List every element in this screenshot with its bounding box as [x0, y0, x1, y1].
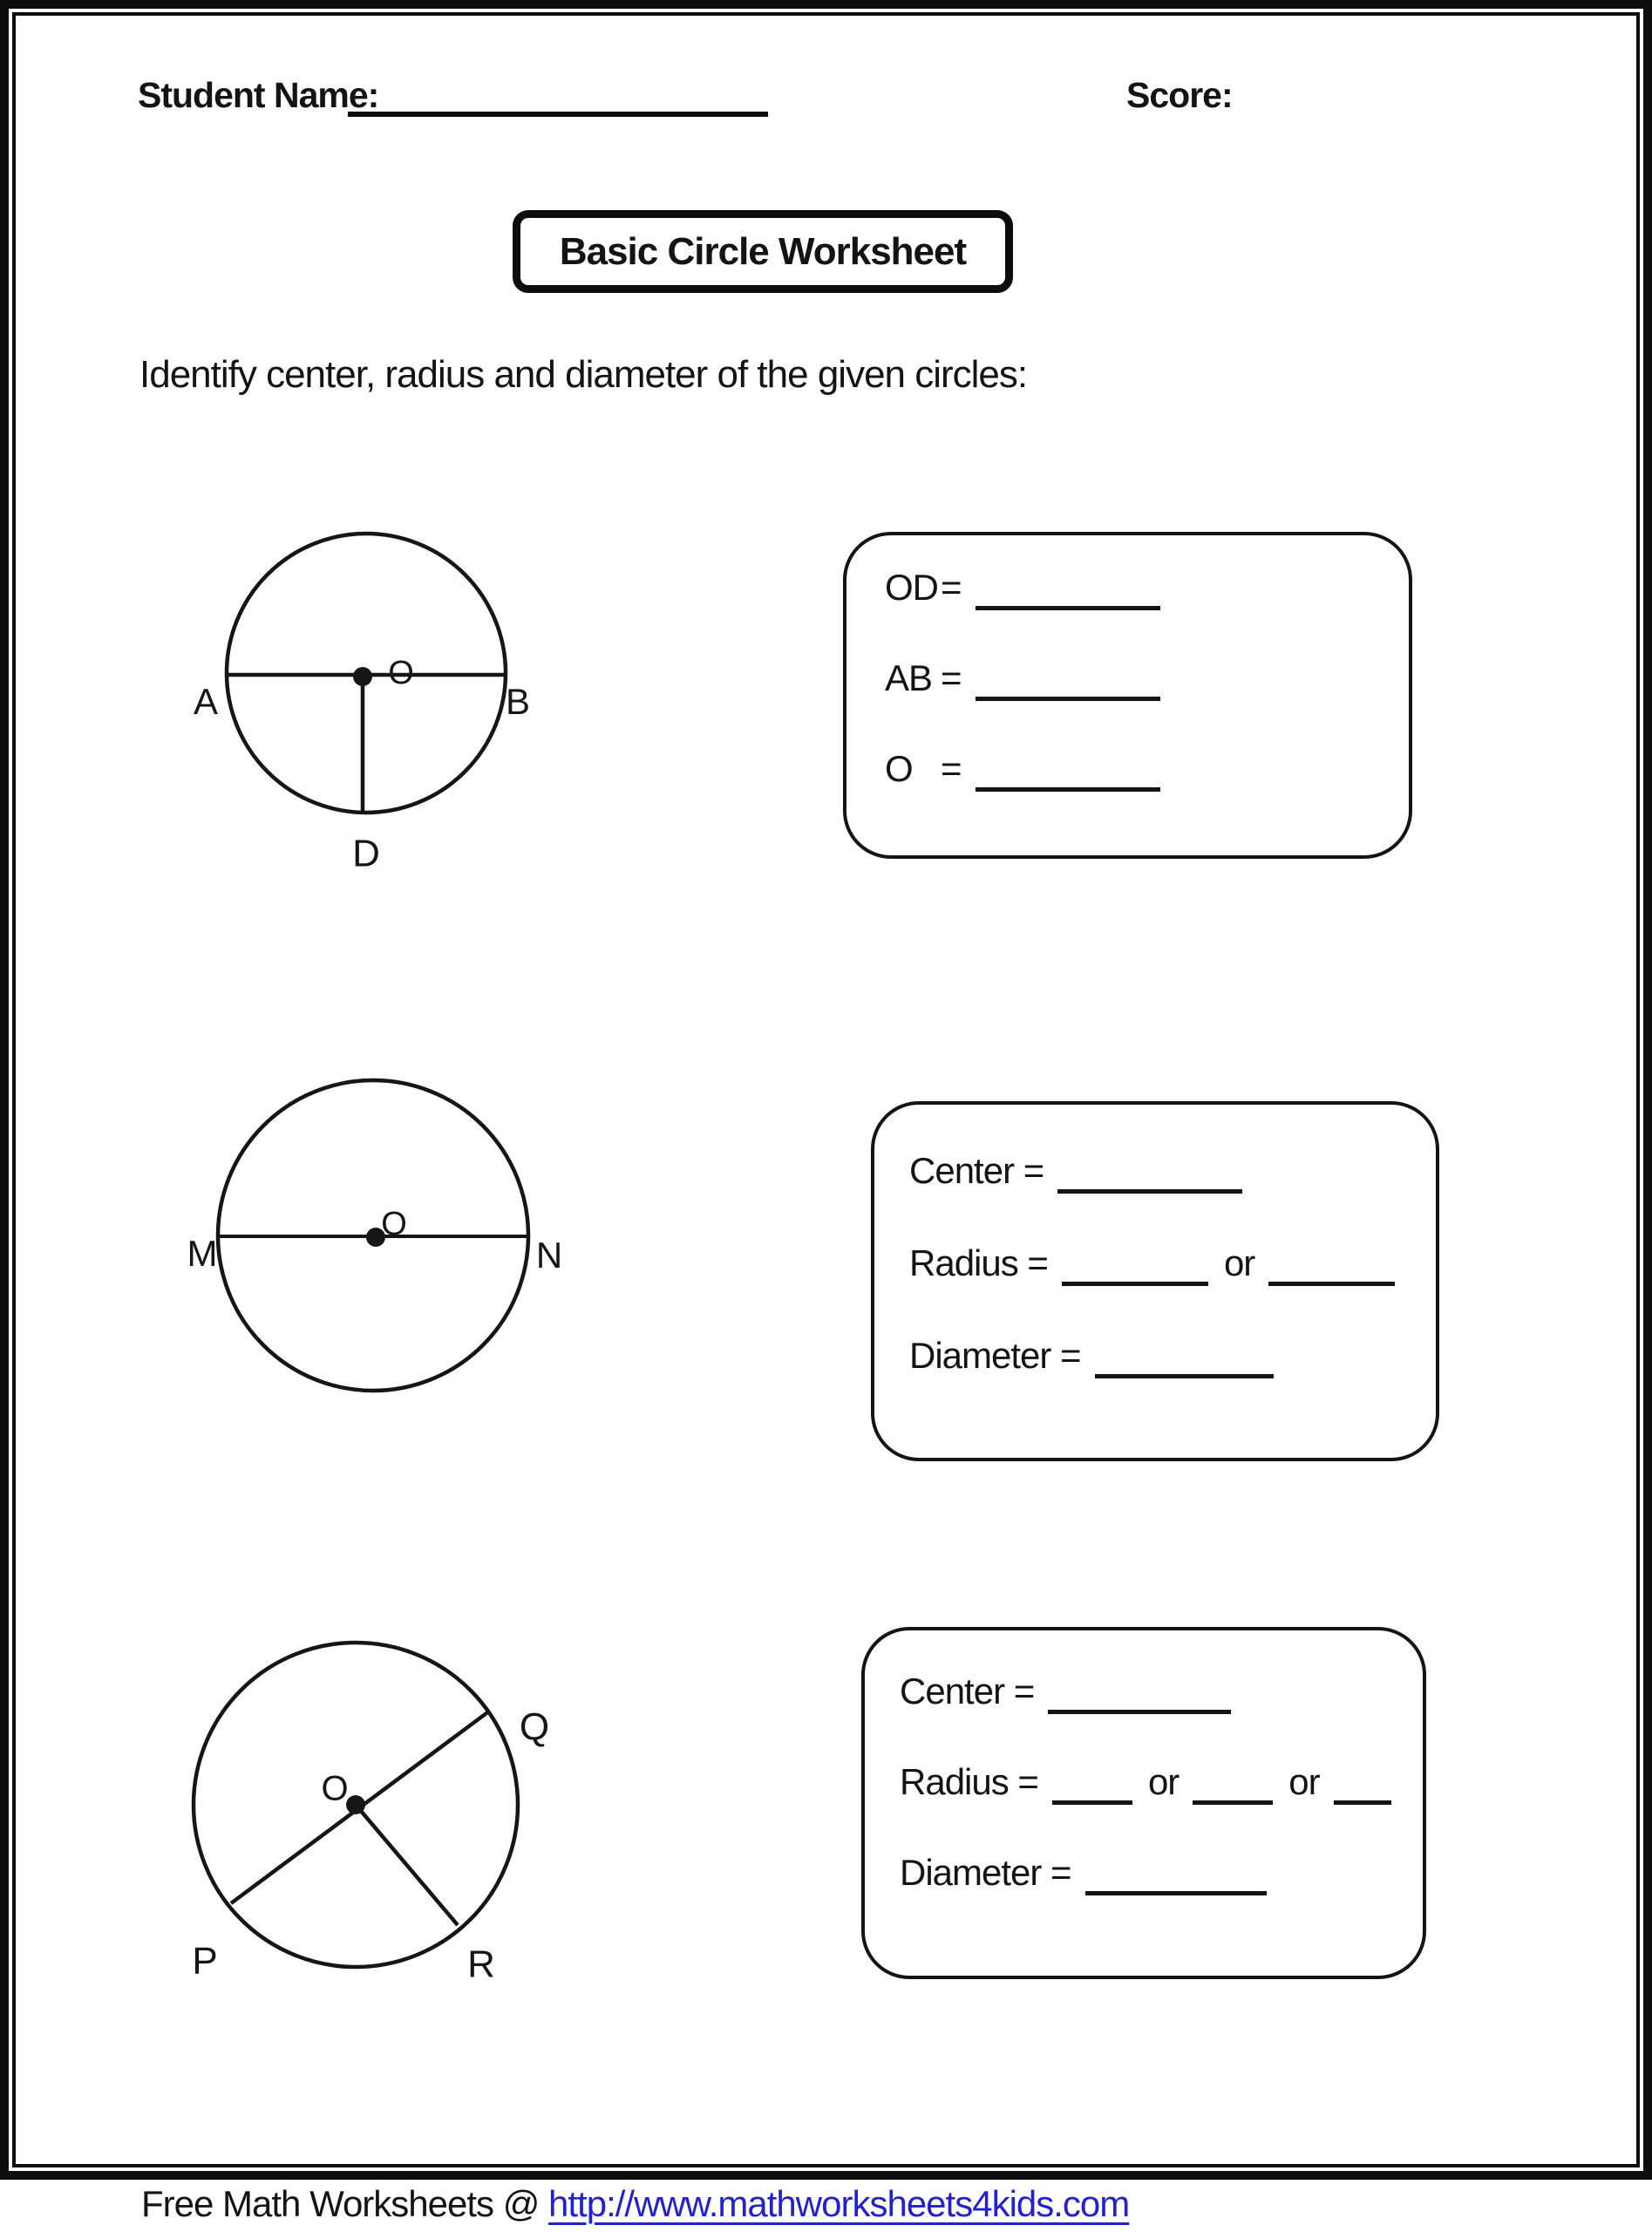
circle-1-center-label: O	[388, 655, 414, 692]
or-text: or	[1288, 1761, 1320, 1802]
circle-3-radius-OR	[356, 1805, 458, 1925]
answer-row-diameter	[900, 1848, 1423, 1897]
answer-label: AB	[885, 657, 933, 698]
answer-box-1	[843, 532, 1412, 859]
answer-blank	[1334, 1776, 1391, 1805]
instruction-text: Identify center, radius and diameter of the given circles:	[139, 353, 1028, 396]
answer-blank	[1268, 1257, 1395, 1286]
answer-blank	[1085, 1867, 1267, 1895]
circle-3-center-label: O	[321, 1769, 349, 1808]
answer-box-2	[871, 1101, 1439, 1461]
circle-2-label-M: M	[187, 1233, 218, 1275]
answer-blank	[1048, 1685, 1231, 1714]
student-name-label: Student Name:	[138, 75, 379, 115]
answer-blank	[1052, 1776, 1132, 1805]
answer-label: Radius =	[909, 1242, 1048, 1283]
answer-blank	[976, 582, 1160, 610]
answer-blank	[976, 672, 1160, 701]
circle-2-label-N: N	[535, 1235, 563, 1276]
circle-3-label-P: P	[192, 1939, 218, 1983]
circle-figure-1	[174, 504, 558, 914]
answer-row-diameter	[909, 1331, 1436, 1380]
answer-label: Center =	[909, 1150, 1044, 1191]
footer-text: Free Math Worksheets @	[141, 2183, 549, 2224]
circle-figure-3	[164, 1622, 582, 2040]
answer-row-OD	[885, 565, 1409, 610]
footer-link[interactable]: http://www.mathworksheets4kids.com	[548, 2183, 1130, 2224]
answer-row-center	[900, 1667, 1423, 1716]
answer-label: Center =	[900, 1671, 1035, 1711]
equals-sign: =	[941, 567, 962, 608]
answer-label: OD	[885, 567, 938, 608]
answer-box-3	[861, 1627, 1426, 1979]
answer-label: O	[885, 748, 913, 789]
circle-1-label-A: A	[193, 681, 219, 723]
answer-blank	[1062, 1257, 1208, 1286]
answer-row-radius	[900, 1758, 1423, 1807]
or-text: or	[1147, 1761, 1180, 1802]
circle-1-label-D: D	[352, 832, 380, 875]
answer-label: Radius =	[900, 1761, 1038, 1802]
worksheet-title: Basic Circle Worksheet	[559, 229, 967, 273]
circle-2-center-label: O	[381, 1206, 407, 1243]
equals-sign: =	[941, 748, 962, 789]
circle-3-center-dot	[346, 1795, 365, 1814]
footer	[141, 2183, 1129, 2225]
or-text: or	[1223, 1242, 1255, 1283]
answer-label: Diameter =	[909, 1335, 1081, 1376]
answer-blank	[1193, 1776, 1273, 1805]
circle-figure-2	[179, 1071, 593, 1428]
answer-row-O	[885, 746, 1409, 792]
circle-1-label-B: B	[505, 681, 531, 723]
circle-1-center-dot	[353, 667, 372, 686]
score-label: Score:	[1126, 75, 1233, 115]
answer-blank	[1057, 1165, 1242, 1194]
circle-3-label-Q: Q	[519, 1705, 550, 1749]
answer-row-radius	[909, 1239, 1436, 1288]
answer-row-AB	[885, 656, 1409, 701]
circle-3-label-R: R	[467, 1943, 495, 1986]
equals-sign: =	[941, 657, 962, 698]
answer-blank	[976, 763, 1160, 792]
answer-blank	[1095, 1350, 1274, 1378]
worksheet-title-box	[513, 210, 1013, 293]
answer-label: Diameter =	[900, 1852, 1071, 1893]
answer-row-center	[909, 1147, 1436, 1195]
student-name-blank	[348, 112, 768, 117]
